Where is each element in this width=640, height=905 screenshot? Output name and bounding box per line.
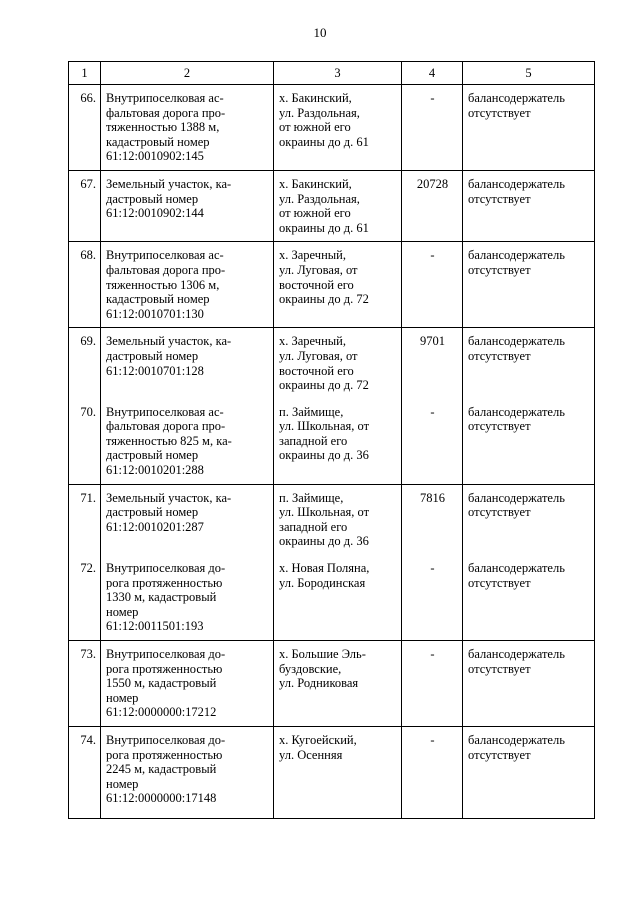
holder-line: отсутствует bbox=[468, 262, 531, 277]
area-cell: - bbox=[402, 85, 463, 171]
object-name-line: кадастровый номер bbox=[106, 134, 210, 149]
row-number: 66. bbox=[69, 85, 101, 171]
row-number: 70. bbox=[69, 393, 101, 484]
object-name-line: дастровый номер bbox=[106, 505, 199, 520]
header-col-4: 4 bbox=[402, 62, 463, 85]
object-name-line: Земельный участок, ка- bbox=[106, 176, 232, 191]
table-row bbox=[69, 726, 595, 818]
header-col-2: 2 bbox=[101, 62, 274, 85]
address-line: восточной его bbox=[279, 363, 354, 378]
holder-line: отсутствует bbox=[468, 661, 531, 676]
area-cell: - bbox=[402, 242, 463, 328]
object-name-line: номер bbox=[106, 690, 139, 705]
object-name-line: 61:12:0000000:17148 bbox=[106, 791, 217, 806]
object-name-line: номер bbox=[106, 604, 139, 619]
object-name-cell bbox=[101, 85, 274, 171]
object-name-cell bbox=[101, 726, 274, 818]
address-line: х. Бакинский, bbox=[279, 176, 352, 191]
holder-cell bbox=[463, 170, 595, 241]
header-col-3: 3 bbox=[274, 62, 402, 85]
area-cell: 9701 bbox=[402, 328, 463, 393]
address-line: ул. Родниковая bbox=[279, 676, 359, 691]
row-number: 71. bbox=[69, 484, 101, 549]
address-cell bbox=[274, 393, 402, 484]
object-name-line: Внутрипоселковая ас- bbox=[106, 404, 224, 419]
area-cell: - bbox=[402, 641, 463, 727]
address-line: окраины до д. 61 bbox=[279, 134, 369, 149]
object-name-line: 61:12:0010201:287 bbox=[106, 519, 204, 534]
object-name-line: Внутрипоселковая до- bbox=[106, 561, 226, 576]
object-name-line: тяженностью 1388 м, bbox=[106, 120, 220, 135]
address-line: ул. Луговая, от bbox=[279, 348, 358, 363]
address-line: западной его bbox=[279, 433, 348, 448]
object-name-line: дастровый номер bbox=[106, 348, 199, 363]
table-row bbox=[69, 393, 595, 484]
address-line: ул. Школьная, от bbox=[279, 505, 370, 520]
area-cell: 20728 bbox=[402, 170, 463, 241]
area-cell: - bbox=[402, 726, 463, 818]
object-name-line: Земельный участок, ка- bbox=[106, 490, 232, 505]
object-name-cell bbox=[101, 549, 274, 640]
address-line: х. Кугоейский, bbox=[279, 732, 357, 747]
object-name-line: Внутрипоселковая до- bbox=[106, 647, 226, 661]
object-name-line: 61:12:0011501:193 bbox=[106, 619, 204, 634]
row-number: 67. bbox=[69, 170, 101, 241]
header-col-5: 5 bbox=[463, 62, 595, 85]
object-name-cell bbox=[101, 393, 274, 484]
address-cell bbox=[274, 328, 402, 393]
table-row bbox=[69, 328, 595, 393]
holder-cell bbox=[463, 328, 595, 393]
holder-cell bbox=[463, 484, 595, 549]
object-name-line: номер bbox=[106, 776, 139, 791]
address-line: окраины до д. 72 bbox=[279, 292, 369, 307]
property-table bbox=[68, 61, 595, 819]
holder-line: отсутствует bbox=[468, 419, 531, 434]
holder-line: отсутствует bbox=[468, 348, 531, 363]
object-name-line: рога протяженностью bbox=[106, 747, 223, 762]
row-number: 74. bbox=[69, 726, 101, 818]
holder-line: балансодержатель bbox=[468, 647, 565, 661]
holder-line: балансодержатель bbox=[468, 334, 565, 349]
address-cell bbox=[274, 726, 402, 818]
object-name-line: Земельный участок, ка- bbox=[106, 334, 232, 349]
object-name-line: кадастровый номер bbox=[106, 292, 210, 307]
address-line: ул. Бородинская bbox=[279, 575, 366, 590]
address-line: окраины до д. 61 bbox=[279, 220, 369, 235]
address-line: окраины до д. 36 bbox=[279, 534, 369, 549]
address-cell bbox=[274, 170, 402, 241]
object-name-line: 2245 м, кадастровый bbox=[106, 762, 217, 777]
holder-line: отсутствует bbox=[468, 575, 531, 590]
holder-cell bbox=[463, 641, 595, 727]
row-number: 69. bbox=[69, 328, 101, 393]
area-cell: - bbox=[402, 549, 463, 640]
object-name-line: тяженностью 825 м, ка- bbox=[106, 433, 232, 448]
address-cell bbox=[274, 641, 402, 727]
holder-line: отсутствует bbox=[468, 191, 531, 206]
address-cell bbox=[274, 242, 402, 328]
address-line: от южной его bbox=[279, 206, 351, 221]
address-line: ул. Раздольная, bbox=[279, 191, 360, 206]
object-name-line: фальтовая дорога про- bbox=[106, 262, 226, 277]
area-cell: - bbox=[402, 393, 463, 484]
header-col-1: 1 bbox=[69, 62, 101, 85]
object-name-line: 61:12:0010902:144 bbox=[106, 206, 204, 221]
holder-cell bbox=[463, 393, 595, 484]
object-name-line: фальтовая дорога про- bbox=[106, 419, 226, 434]
object-name-line: дастровый номер bbox=[106, 448, 199, 463]
address-line: ул. Школьная, от bbox=[279, 419, 370, 434]
table-row bbox=[69, 641, 595, 727]
object-name-line: Внутрипоселковая ас- bbox=[106, 248, 224, 263]
object-name-cell bbox=[101, 328, 274, 393]
table-row bbox=[69, 242, 595, 328]
holder-cell bbox=[463, 549, 595, 640]
object-name-line: 61:12:0010201:288 bbox=[106, 463, 204, 478]
table-row bbox=[69, 85, 595, 171]
area-cell: 7816 bbox=[402, 484, 463, 549]
holder-cell bbox=[463, 242, 595, 328]
holder-cell bbox=[463, 85, 595, 171]
row-number: 72. bbox=[69, 549, 101, 640]
address-line: х. Бакинский, bbox=[279, 91, 352, 105]
address-line: от южной его bbox=[279, 120, 351, 135]
object-name-line: 61:12:0010902:145 bbox=[106, 149, 204, 164]
object-name-line: рога протяженностью bbox=[106, 575, 223, 590]
holder-line: балансодержатель bbox=[468, 248, 565, 263]
address-line: восточной его bbox=[279, 277, 354, 292]
header-row bbox=[69, 62, 595, 85]
holder-line: балансодержатель bbox=[468, 561, 565, 576]
address-line: х. Новая Поляна, bbox=[279, 561, 370, 576]
object-name-line: дастровый номер bbox=[106, 191, 199, 206]
address-line: ул. Осенняя bbox=[279, 747, 343, 762]
address-line: х. Заречный, bbox=[279, 248, 346, 263]
page-number: 10 bbox=[313, 25, 327, 40]
address-line: х. Заречный, bbox=[279, 334, 346, 349]
object-name-cell bbox=[101, 484, 274, 549]
address-cell bbox=[274, 85, 402, 171]
table-row bbox=[69, 484, 595, 549]
address-line: буздовские, bbox=[279, 661, 342, 676]
object-name-line: тяженностью 1306 м, bbox=[106, 277, 220, 292]
address-line: окраины до д. 36 bbox=[279, 448, 369, 463]
address-line: окраины до д. 72 bbox=[279, 378, 369, 393]
address-line: п. Займище, bbox=[279, 404, 344, 419]
address-line: западной его bbox=[279, 519, 348, 534]
object-name-line: рога протяженностью bbox=[106, 661, 223, 676]
object-name-cell bbox=[101, 641, 274, 727]
table-row bbox=[69, 170, 595, 241]
address-cell bbox=[274, 549, 402, 640]
table-row bbox=[69, 549, 595, 640]
row-number: 68. bbox=[69, 242, 101, 328]
object-name-line: 61:12:0010701:130 bbox=[106, 306, 204, 321]
holder-line: балансодержатель bbox=[468, 91, 565, 105]
address-line: п. Займище, bbox=[279, 490, 344, 505]
holder-line: отсутствует bbox=[468, 505, 531, 520]
holder-line: отсутствует bbox=[468, 105, 531, 120]
holder-cell bbox=[463, 726, 595, 818]
holder-line: балансодержатель bbox=[468, 176, 565, 191]
object-name-line: 61:12:0000000:17212 bbox=[106, 705, 217, 720]
object-name-line: 61:12:0010701:128 bbox=[106, 363, 204, 378]
object-name-line: 1550 м, кадастровый bbox=[106, 676, 217, 691]
object-name-cell bbox=[101, 170, 274, 241]
row-number: 73. bbox=[69, 641, 101, 727]
holder-line: балансодержатель bbox=[468, 404, 565, 419]
holder-line: балансодержатель bbox=[468, 732, 565, 747]
object-name-cell bbox=[101, 242, 274, 328]
object-name-line: 1330 м, кадастровый bbox=[106, 590, 217, 605]
address-line: ул. Луговая, от bbox=[279, 262, 358, 277]
address-cell bbox=[274, 484, 402, 549]
object-name-line: фальтовая дорога про- bbox=[106, 105, 226, 120]
address-line: ул. Раздольная, bbox=[279, 105, 360, 120]
holder-line: отсутствует bbox=[468, 747, 531, 762]
object-name-line: Внутрипоселковая ас- bbox=[106, 91, 224, 105]
object-name-line: Внутрипоселковая до- bbox=[106, 732, 226, 747]
holder-line: балансодержатель bbox=[468, 490, 565, 505]
address-line: х. Большие Эль- bbox=[279, 647, 366, 661]
